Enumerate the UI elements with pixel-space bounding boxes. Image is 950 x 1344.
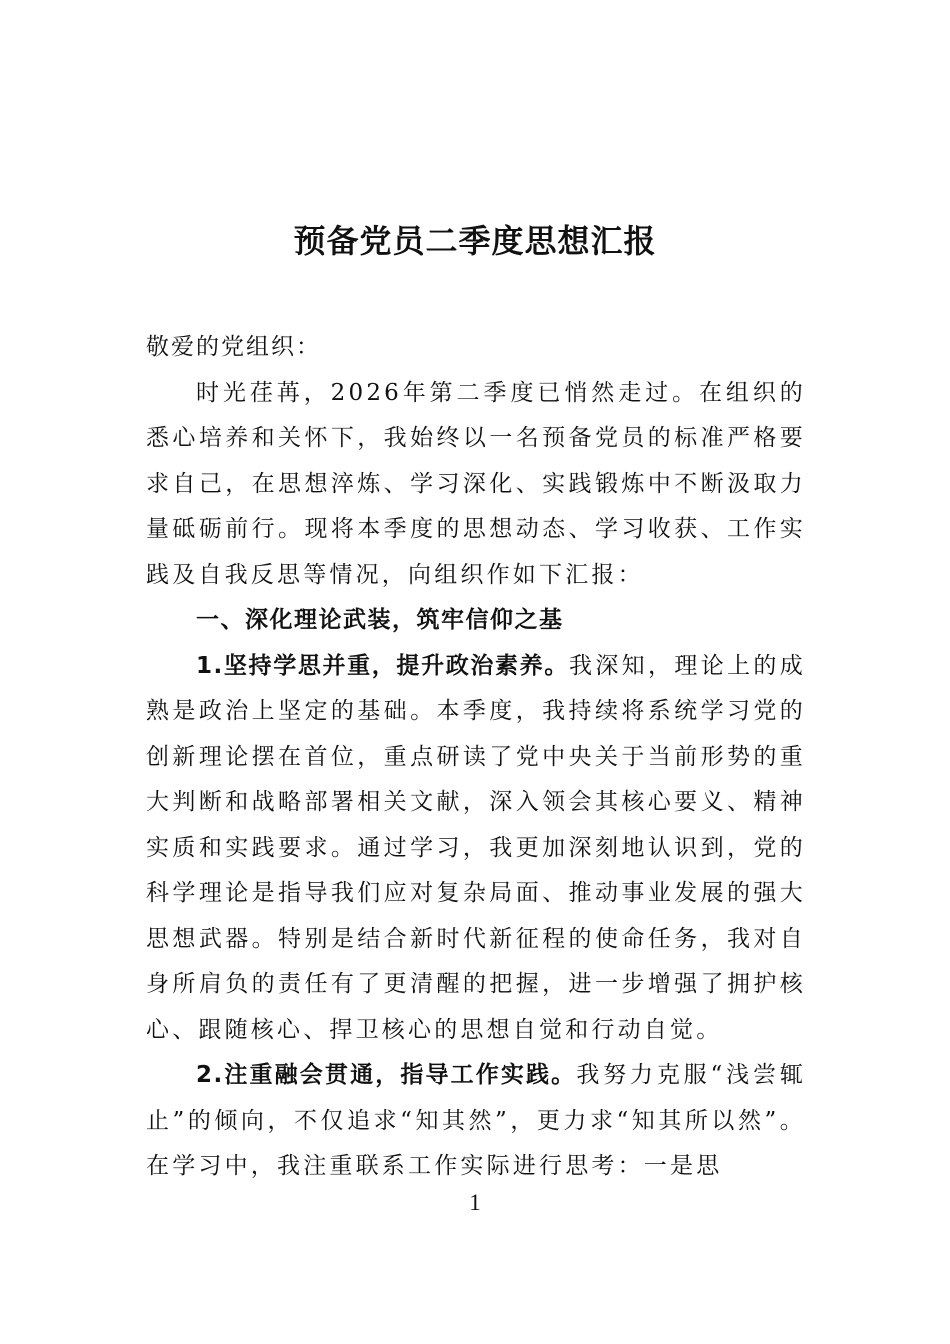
point-body-2: 我努力克服“浅尝辄止”的倾向，不仅追求“知其然”，更力求“知其所以然”。在学习中，我注重联系工作实际进行思考：一是思 bbox=[146, 1062, 806, 1179]
section-heading: 一、深化理论武装，筑牢信仰之基 bbox=[196, 607, 564, 633]
page-number: 1 bbox=[469, 1190, 481, 1215]
point-lead-1: 1.坚持学思并重，提升政治素养。 bbox=[196, 652, 569, 679]
point-paragraph-1 bbox=[146, 644, 806, 1054]
intro-paragraph: 时光荏苒，2026年第二季度已悄然走过。在组织的悉心培养和关怀下，我始终以一名预备党员的标准严格要求自己，在思想淬炼、学习深化、实践锻炼中不断汲取力量砥砺前行。现将本季度的思想动态、学习收获、工作实践及自我反思等情况，向组织作如下汇报： bbox=[146, 379, 806, 588]
point-body-1: 我深知，理论上的成熟是政治上坚定的基础。本季度，我持续将系统学习党的创新理论摆在首位，重点研读了党中央关于当前形势的重大判断和战略部署相关文献，深入领会其核心要义、精神实质和实践要求。通过学习，我更加深刻地认识到，党的科学理论是指导我们应对复杂局面、推动事业发展的强大思想武器。特别是结合新时代新征程的使命任务，我对自身所肩负的责任有了更清醒的把握，进一步增强了拥护核心、跟随核心、捍卫核心的思想自觉和行动自觉。 bbox=[146, 652, 806, 1043]
point-lead-2: 2.注重融会贯通，指导工作实践。 bbox=[196, 1062, 577, 1088]
point-paragraph-2 bbox=[146, 1053, 806, 1190]
document-body bbox=[146, 325, 806, 1190]
salutation: 敬爱的党组织： bbox=[146, 334, 321, 360]
document-title: 预备党员二季度思想汇报 bbox=[293, 222, 657, 261]
